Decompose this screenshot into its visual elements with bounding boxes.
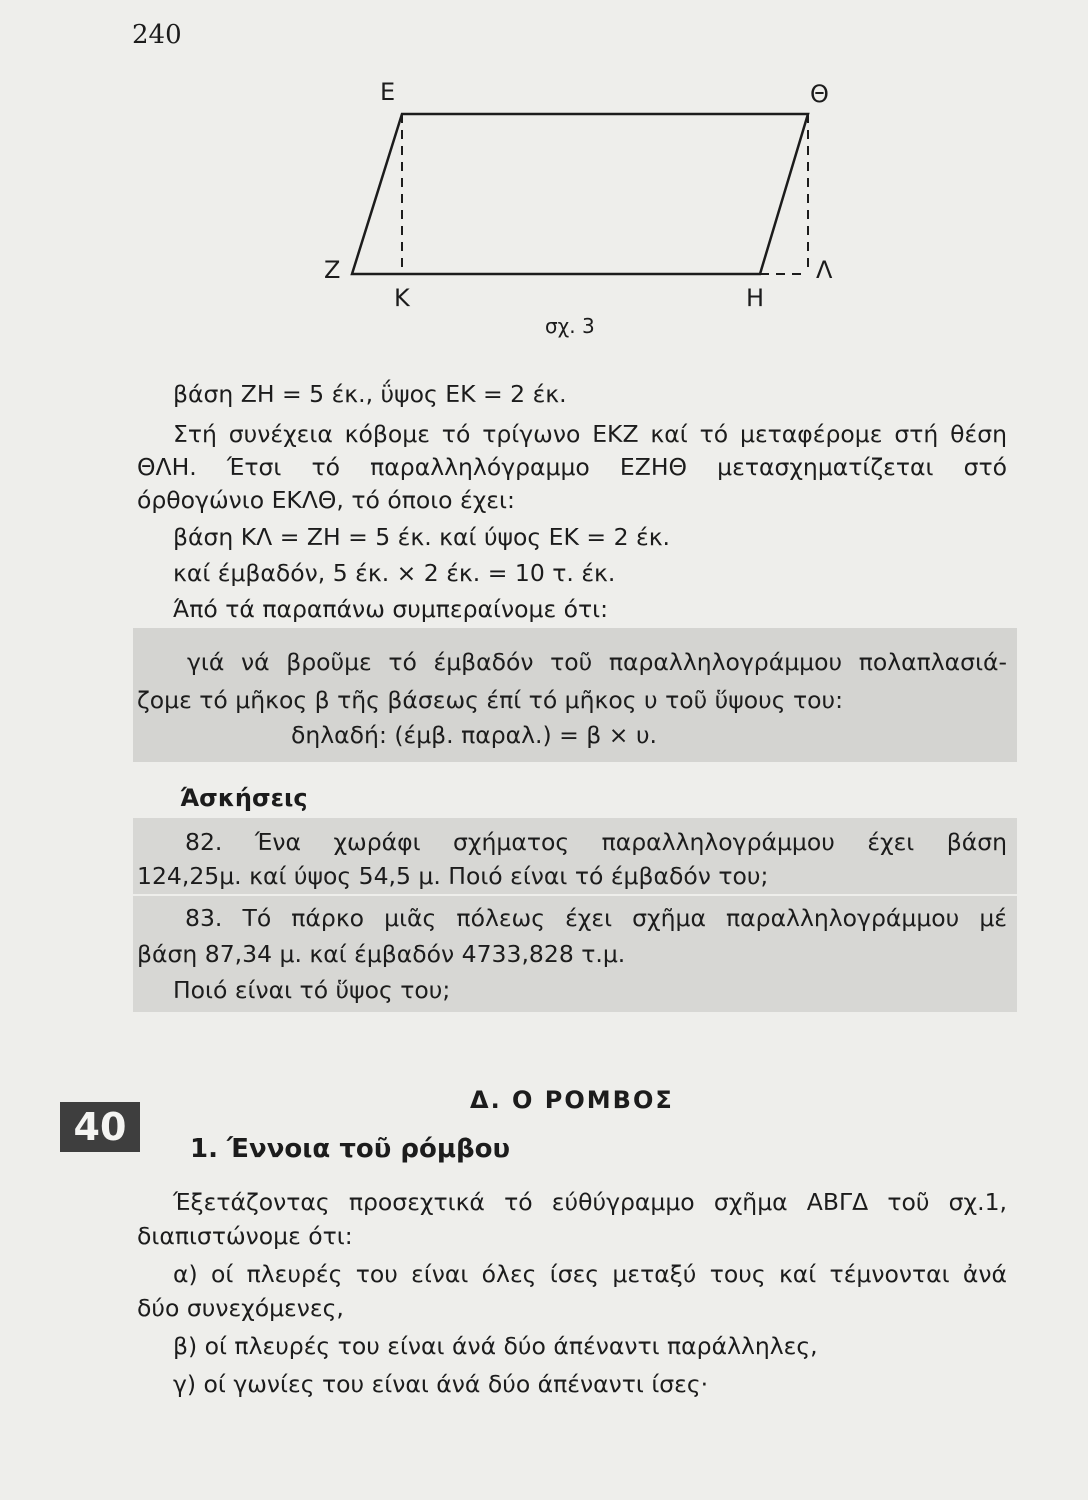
exercise-83 xyxy=(133,896,1017,1012)
exercise-82 xyxy=(133,818,1017,894)
text-line: γ) οί γωνίες του είναι άνά δύο άπέναντι ίσες· xyxy=(173,1370,709,1398)
text-line: βάση ΚΛ = ΖΗ = 5 έκ. καί ύψος ΕΚ = 2 έκ. xyxy=(173,523,671,551)
vertex-label-e: Ε xyxy=(380,78,396,106)
text-line: Άπό τά παραπάνω συμπεραίνομε ότι: xyxy=(173,595,609,623)
exercise-82-line-1: 82. Ένα χωράφι σχήματος παραλληλογράμμου έχει βάση xyxy=(185,828,1007,856)
text-line: α) οί πλευρές του είναι όλες ίσες μεταξύ τους καί τέμνονται ἀνά xyxy=(173,1260,1007,1288)
text-line: β) οί πλευρές του είναι άνά δύο άπέναντι παράλληλες, xyxy=(173,1332,818,1360)
exercises-title: Άσκήσεις xyxy=(180,784,308,812)
exercise-83-line-2: βάση 87,34 μ. καί έμβαδόν 4733,828 τ.μ. xyxy=(137,940,626,968)
vertex-label-z: Ζ xyxy=(324,256,341,284)
section-heading: Δ. Ο ΡΟΜΒΟΣ xyxy=(470,1086,674,1114)
exercise-82-line-2: 124,25μ. καί ύψος 54,5 μ. Ποιό είναι τό έμβαδόν του; xyxy=(137,862,769,890)
text-line: Έξετάζοντας προσεχτικά τό εύθύγραμμο σχῆμα ΑΒΓΔ τοῦ σχ.1, xyxy=(173,1188,1007,1216)
rule-box xyxy=(133,628,1017,762)
parallelogram-figure xyxy=(300,78,860,348)
vertex-label-h: Η xyxy=(746,284,765,312)
vertex-label-lambda: Λ xyxy=(816,256,833,284)
vertex-label-theta: Θ xyxy=(810,80,829,108)
text-line: βάση ΖΗ = 5 έκ., ΰψος ΕΚ = 2 έκ. xyxy=(173,380,567,408)
text-line: ΘΛΗ. Έτσι τό παραλληλόγραμμο ΕΖΗΘ μετασχηματίζεται στό xyxy=(137,453,1007,481)
page-number: 240 xyxy=(132,20,182,50)
vertex-label-k: Κ xyxy=(394,284,410,312)
rule-line-1: γιά νά βροῦμε τό έμβαδόν τοῦ παραλληλογράμμου πολαπλασιά- xyxy=(187,648,1007,676)
text-line: δύο συνεχόμενες, xyxy=(137,1294,344,1322)
figure-caption: σχ. 3 xyxy=(545,314,595,338)
text-line: διαπιστώνομε ότι: xyxy=(137,1222,353,1250)
parallelogram-shape xyxy=(352,114,808,274)
section-number-badge: 40 xyxy=(60,1102,140,1152)
exercise-83-line-1: 83. Τό πάρκο μιᾶς πόλεως έχει σχῆμα παραλληλογράμμου μέ xyxy=(185,904,1007,932)
text-line: Στή συνέχεια κόβομε τό τρίγωνο ΕΚΖ καί τό μεταφέρομε στή θέση xyxy=(173,420,1007,448)
parallelogram-diagram xyxy=(300,78,860,348)
exercise-83-line-3: Ποιό είναι τό ὕψος του; xyxy=(173,976,451,1004)
rule-formula: δηλαδή: (έμβ. παραλ.) = β × υ. xyxy=(291,721,658,749)
rule-line-2: ζομε τό μῆκος β τῆς βάσεως έπί τό μῆκος υ τοῦ ὕψους του: xyxy=(137,686,844,714)
text-line: όρθογώνιο ΕΚΛΘ, τό όποιο έχει: xyxy=(137,486,515,514)
text-line: καί έμβαδόν, 5 έκ. × 2 έκ. = 10 τ. έκ. xyxy=(173,559,616,587)
subsection-heading: 1. Έννοια τοῦ ρόμβου xyxy=(190,1134,511,1164)
